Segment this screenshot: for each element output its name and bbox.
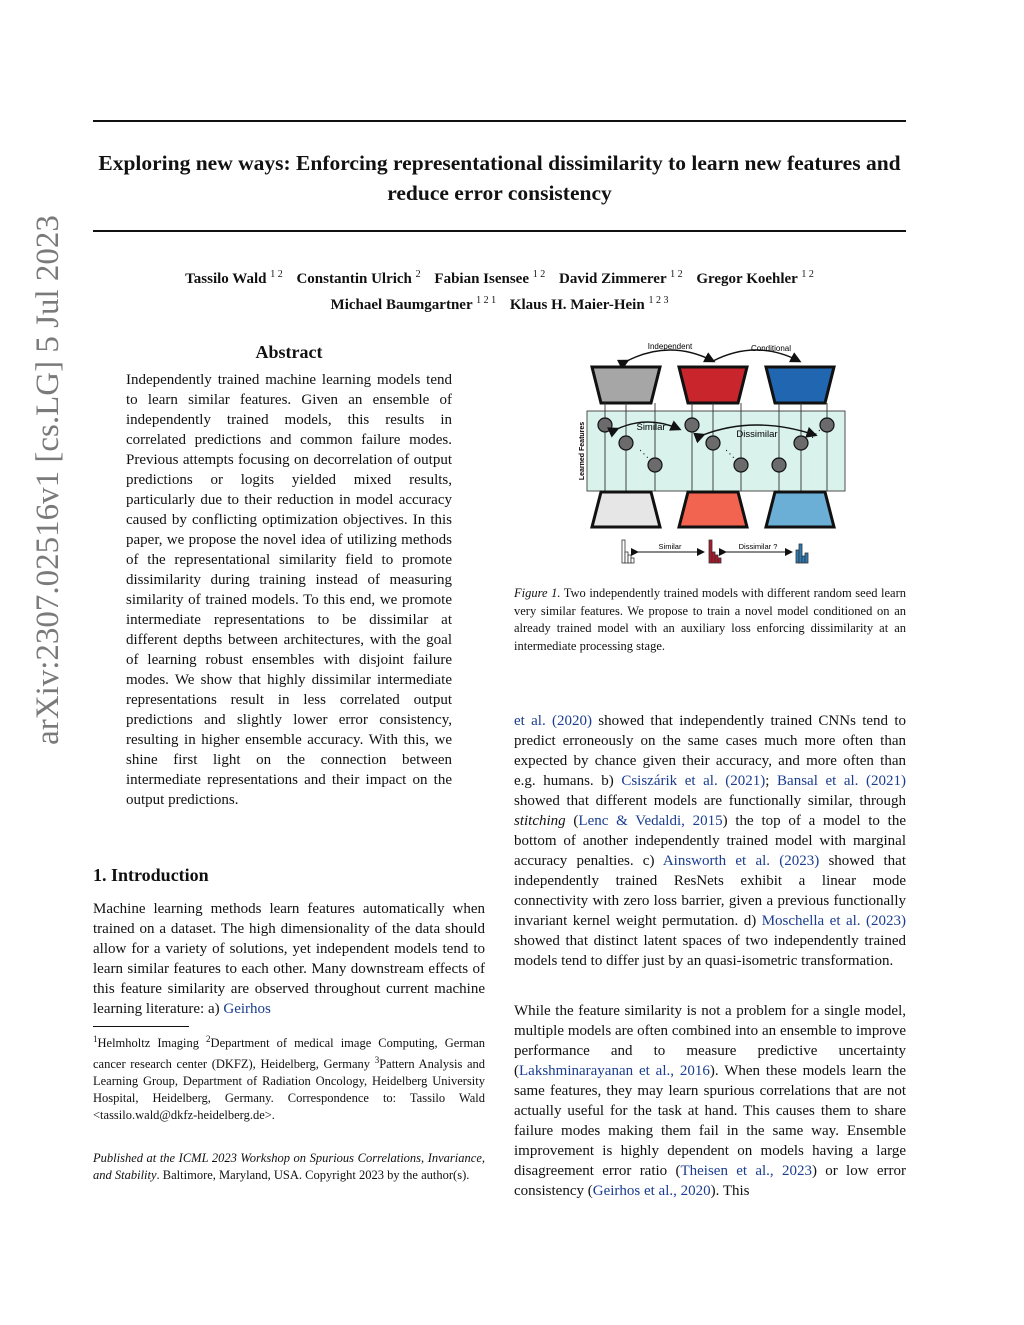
paragraph-text: showed that different models are functionally similar, through	[514, 793, 906, 809]
citation-link[interactable]: Geirhos et al., 2020	[592, 1183, 711, 1199]
label-independent: Independent	[647, 342, 693, 351]
author: Klaus H. Maier-Hein $^{1 2 3}$	[509, 295, 669, 313]
feature-node	[794, 436, 808, 450]
model-b-decoder	[679, 492, 747, 527]
feature-node	[598, 418, 612, 432]
abstract-heading: Abstract	[255, 342, 323, 362]
model-c-decoder	[766, 492, 834, 527]
model-b-encoder	[679, 367, 747, 403]
right-column-paragraph-2	[514, 1001, 906, 1201]
title-top-rule	[93, 120, 906, 122]
feature-node	[619, 436, 633, 450]
prediction-bars-c	[796, 544, 808, 563]
paragraph-text: ) or low error consistency (	[514, 1163, 906, 1199]
citation-link[interactable]: Bansal et al. (2021)	[777, 773, 906, 789]
svg-text:⋰: ⋰	[811, 429, 821, 440]
label-dissimilar: Dissimilar	[736, 429, 778, 440]
feature-node	[648, 458, 662, 472]
citation-link[interactable]: Csiszárik et al. (2021)	[621, 773, 766, 789]
paragraph-text: ;	[765, 773, 778, 789]
model-a-encoder	[592, 367, 660, 403]
abstract-body: Independently trained machine learning models tend to learn similar features. Given an ensemble of independently trained models, this results in correlated predictions and common failure modes. Previous attempts focusing on decorrelation of output predictions or logits yielded mixed results, particularly due to their reduction in model accuracy caused by conflicting optimization objectives. In this paper, we propose the novel idea of utilizing methods of the representational similarity field to promote dissimilarity during training instead of measuring similarity of trained models. To this end, we promote intermediate representations to be dissimilar at different depths between architectures, with the goal of learning robust ensembles with disjoint failure modes. We show that highly dissimilar intermediate representations result in less correlated output predictions and slightly lower error consistency, resulting in higher ensemble accuracy. With this, we shine first light on the connection between intermediate representations and their impact on the output predictions.	[126, 372, 452, 808]
label-bottom-similar: Similar	[658, 542, 682, 551]
publication-note: Published at the ICML 2023 Workshop on Spurious Correlations, Invariance, and Stability. Baltimore, Maryland, USA. Copyright 2023 by the author(s).	[93, 1151, 485, 1182]
author: Michael Baumgartner $^{1 2 1}$	[330, 295, 497, 313]
independent-arrow	[627, 350, 713, 361]
paragraph-text: stitching	[514, 813, 566, 829]
figure-1-caption: Figure 1. Two independently trained models with different random seed learn very similar features. We propose to train a novel model conditioned on an already trained model with an auxiliary loss enforcing dissimilarity at an intermediate processing stage.	[514, 586, 907, 653]
right-column-paragraph-1	[514, 711, 906, 971]
feature-node	[706, 436, 720, 450]
author: Gregor Koehler $^{1 2}$	[696, 269, 814, 287]
author: Tassilo Wald $^{1 2}$	[185, 269, 283, 287]
paper-title: Exploring new ways: Enforcing representational dissimilarity to learn new features and reduce error consistency	[98, 151, 901, 205]
paragraph-text: showed that independently trained ResNets exhibit a linear mode connectivity with zero loss barrier, given a previous functionally invariant kernel weight permutation. d)	[514, 853, 906, 929]
paragraph-text: ) the top of a model to the bottom of another independently trained model with marginal accuracy penalties. c)	[514, 813, 906, 869]
citation-link[interactable]: Lenc & Vedaldi, 2015	[578, 813, 723, 829]
citation-link[interactable]: et al. (2020)	[514, 713, 592, 729]
model-c-encoder	[766, 367, 834, 403]
figure-1-diagram	[575, 337, 865, 570]
author: Fabian Isensee $^{1 2}$	[434, 269, 546, 287]
label-bottom-dissimilar: Dissimilar ?	[738, 542, 778, 551]
paragraph-text: While the feature similarity is not a problem for a single model, multiple models are often combined into an ensemble to improve performance and to measure predictive uncertainty (	[514, 1003, 906, 1079]
svg-text:⋱: ⋱	[725, 449, 735, 460]
paragraph-text: showed that distinct latent spaces of two independently trained models tend to differ just by an quasi-isometric transformation.	[514, 933, 906, 969]
citation-link[interactable]: Geirhos	[223, 1001, 271, 1017]
prediction-bars-a	[622, 540, 634, 563]
citation-link[interactable]: Moschella et al. (2023)	[761, 913, 907, 929]
affiliations-footnote: $^1$Helmholtz Imaging $^2$Department of medical image Computing, German cancer research center (DKFZ), Heidelberg, Germany $^3$Pattern Analysis and Learning Group, Department of Radiation Oncology, Heidelberg University Hospital, Heidelberg, Germany. Correspondence to: Tassilo Wald <tassilo.wald@dkfz-heidelberg.de>.	[93, 1034, 485, 1123]
paragraph-text: (	[565, 813, 579, 829]
prediction-bars-b	[709, 540, 721, 563]
label-similar: Similar	[636, 422, 666, 433]
paragraph-text: ). This	[710, 1183, 750, 1199]
author-list	[93, 264, 906, 316]
section-heading-introduction: 1. Introduction	[93, 865, 209, 885]
paragraph-text: ). When these models learn the same features, they may learn spurious correlations that are not actually useful for the task at hand. This causes them to share failure modes making them fail in the same way. Ensemble improvement is highly dependent on models having a large disagreement error ratio (	[514, 1063, 906, 1179]
feature-node	[734, 458, 748, 472]
citation-link[interactable]: Lakshminarayanan et al., 2016	[519, 1063, 710, 1079]
citation-link[interactable]: Ainsworth et al. (2023)	[662, 853, 820, 869]
feature-node	[820, 418, 834, 432]
author: David Zimmerer $^{1 2}$	[559, 269, 683, 287]
label-conditional: Conditional	[750, 344, 792, 353]
label-learned-features: Learned Features	[579, 421, 586, 481]
author: Constantin Ulrich $^2$	[296, 269, 421, 287]
intro-paragraph: Machine learning methods learn features automatically when trained on a dataset. The high dimensionality of the data should allow for a variety of solutions, yet independent models tend to learn similar features to each other. Many downstream effects of this feature similarity are observed throughout current machine learning literature: a) Geirhos	[93, 901, 485, 1017]
paragraph-text: showed that independently trained CNNs tend to predict erroneously on the same cases much more often than expected by chance given their accuracy, and more often than e.g. humans. b)	[514, 713, 906, 789]
footnote-rule	[93, 1026, 189, 1027]
citation-link[interactable]: Theisen et al., 2023	[680, 1163, 812, 1179]
model-a-decoder	[592, 492, 660, 527]
feature-node	[772, 458, 786, 472]
arxiv-stamp: arXiv:2307.02516v1 [cs.LG] 5 Jul 2023	[30, 215, 66, 745]
svg-text:⋱: ⋱	[639, 449, 649, 460]
title-bottom-rule	[93, 230, 906, 232]
feature-node	[685, 418, 699, 432]
